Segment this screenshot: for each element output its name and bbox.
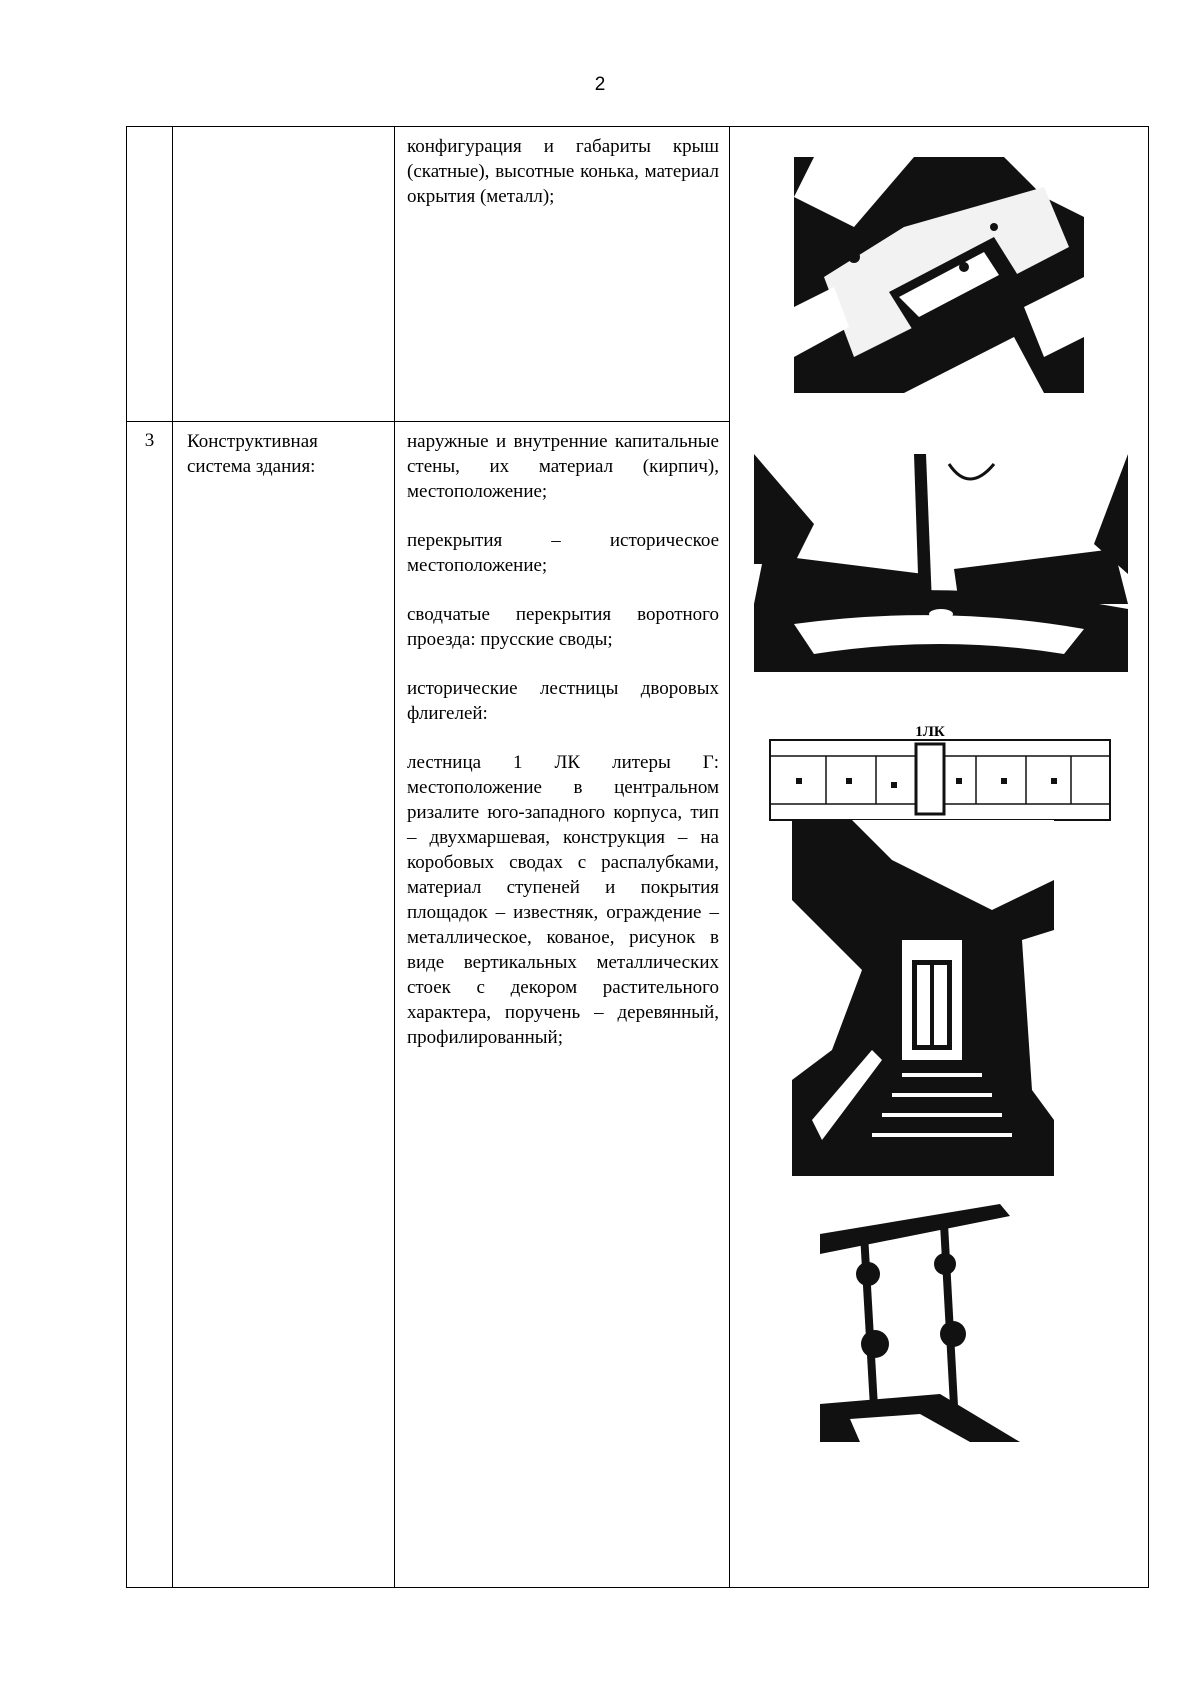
row-number <box>127 127 173 422</box>
photo-cell <box>730 127 1149 740</box>
monument-table <box>126 126 1149 1588</box>
description-paragraph: лестница 1 ЛК литеры Г: местоположение в центральном ризалите юго-западного корпуса, тип – двухмаршевая, конструкция – на коробовых сводах с распалубками, материал ступеней и покрытия площадок – известняк, ограждение – металлическое, кованое, рисунок в виде вертикальных металлических стоек с декором растительного характера, поручень – деревянный, профилированный; <box>407 752 719 1048</box>
description-paragraph: перекрытия – историческое местоположение; <box>407 530 719 576</box>
row-name: Конструктивная система здания: <box>173 422 395 1588</box>
table-row <box>127 127 1149 422</box>
description-paragraph: наружные и внутренние капитальные стены, их материал (кирпич), местоположение; <box>407 431 719 502</box>
description-paragraph: исторические лестницы дворовых флигелей: <box>407 678 719 724</box>
row-description <box>395 127 730 422</box>
railing-detail-photo <box>820 1204 1020 1442</box>
row-number: 3 <box>127 422 173 1588</box>
vaulted-ceiling-photo <box>754 454 1128 672</box>
plan-label: 1ЛК <box>915 724 945 740</box>
staircase-floor-plan <box>766 722 1114 826</box>
row-description <box>395 422 730 1588</box>
description-paragraph: сводчатые перекрытия воротного проезда: прусские своды; <box>407 604 719 650</box>
staircase-photo <box>792 820 1054 1176</box>
description-paragraph: конфигурация и габариты крыш (скатные), высотные конька, материал окрытия (металл); <box>407 136 719 207</box>
row-name <box>173 127 395 422</box>
page-number: 2 <box>594 74 606 95</box>
aerial-roof-photo <box>794 157 1084 393</box>
